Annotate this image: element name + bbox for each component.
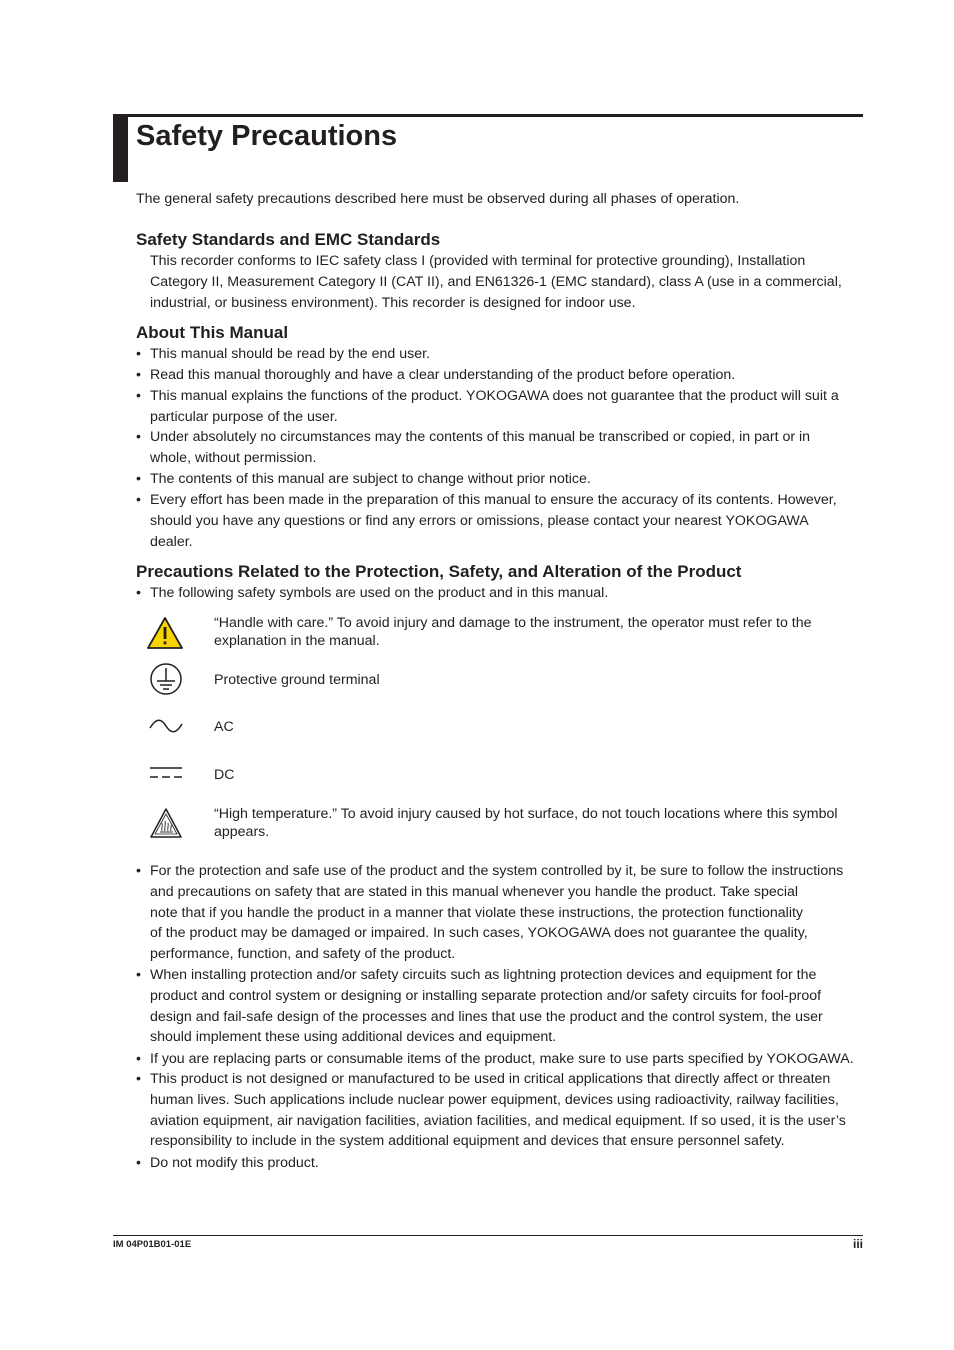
bullet-dot: • [136, 471, 141, 487]
bullet-line: dealer. [150, 533, 193, 550]
bullet-line: For the protection and safe use of the product and the system controlled by it, be sure to follow the instructions [150, 863, 844, 879]
bullet-line: note that if you handle the product in a manner that violate these instructions, the protection functionality [150, 904, 804, 921]
bullet-line: of the product may be damaged or impaired. In such cases, YOKOGAWA does not guarantee the quality, [150, 925, 808, 942]
standards-line: Category II, Measurement Category II (CAT II), and EN61326-1 (EMC standard), class A (use in a commercial, [150, 273, 842, 290]
page-number: iii [852, 1237, 863, 1251]
bullet-line: If you are replacing parts or consumable items of the product, make sure to use parts specified by YOKOGAWA. [150, 1051, 854, 1067]
bullet-line: design and fail-safe design of the processes and lines that use the product and the control system, the user [150, 1008, 823, 1025]
bullet-line: Read this manual thoroughly and have a clear understanding of the product before operation. [150, 367, 736, 383]
symbol-description: appears. [214, 824, 270, 840]
bullet-line: whole, without permission. [150, 449, 317, 466]
hot-surface-icon [149, 807, 183, 844]
bullet-dot: • [136, 346, 141, 362]
title-rule [113, 114, 863, 117]
standards-heading: Safety Standards and EMC Standards [136, 230, 441, 249]
precautions-heading: Precautions Related to the Protection, Safety, and Alteration of the Product [136, 562, 742, 581]
bullet-dot: • [136, 585, 141, 601]
bullet-line: aviation equipment, air navigation facilities, aviation facilities, and medical equipment. If so used, it is the user’s [150, 1112, 846, 1129]
bullet-line: should implement these using additional devices and equipment. [150, 1029, 557, 1046]
symbol-description: Protective ground terminal [214, 672, 380, 688]
protective-ground-icon [149, 662, 183, 701]
document-id: IM 04P01B01-01E [113, 1239, 192, 1250]
standards-line: industrial, or business environment). This recorder is designed for indoor use. [150, 294, 636, 311]
bullet-line: This manual should be read by the end user. [150, 346, 430, 362]
dc-icon [149, 765, 183, 786]
bullet-line: Every effort has been made in the preparation of this manual to ensure the accuracy of its contents. However, [150, 492, 837, 508]
bullet-dot: • [136, 1051, 141, 1067]
bullet-line: product and control system or designing or installing separate protection and/or safety circuits for fool-proof [150, 987, 822, 1004]
ac-icon [149, 716, 183, 741]
bullet-dot: • [136, 388, 141, 404]
bullet-dot: • [136, 429, 141, 445]
symbol-description: explanation in the manual. [214, 633, 380, 649]
symbol-description: DC [214, 767, 235, 783]
title-accent-bar [113, 114, 128, 182]
footer-rule [113, 1235, 863, 1236]
bullet-line: When installing protection and/or safety circuits such as lightning protection devices and equipment for the [150, 967, 817, 983]
page-title: Safety Precautions [136, 120, 398, 152]
intro-text: The general safety precautions described here must be observed during all phases of operation. [136, 191, 740, 207]
bullet-line: This product is not designed or manufactured to be used in critical applications that directly affect or threaten [150, 1071, 831, 1087]
bullet-dot: • [136, 492, 141, 508]
symbol-description: “Handle with care.” To avoid injury and damage to the instrument, the operator must refer to the [214, 615, 812, 631]
bullet-dot: • [136, 1071, 141, 1087]
bullet-dot: • [136, 367, 141, 383]
bullet-line: Under absolutely no circumstances may the contents of this manual be transcribed or copied, in part or in [150, 429, 811, 445]
symbol-description: AC [214, 719, 234, 735]
standards-line: This recorder conforms to IEC safety class I (provided with terminal for protective grounding), Installation [150, 253, 806, 269]
bullet-line: human lives. Such applications include nuclear power equipment, devices using radioactivity, railway facilities, [150, 1091, 839, 1108]
warning-triangle-icon [146, 616, 184, 655]
manual-heading: About This Manual [136, 323, 289, 342]
bullet-line: Do not modify this product. [150, 1155, 319, 1171]
standards-paragraph [150, 251, 842, 313]
bullet-dot: • [136, 967, 141, 983]
bullet-line: and precautions on safety that are stated in this manual whenever you handle the product. Take special [150, 883, 799, 900]
bullet-line: This manual explains the functions of the product. YOKOGAWA does not guarantee that the product will suit a [150, 388, 839, 404]
bullet-line: should you have any questions or find any errors or omissions, please contact your nearest YOKOGAWA [150, 512, 809, 529]
bullet-dot: • [136, 863, 141, 879]
bullet-dot: • [136, 1155, 141, 1171]
bullet-line: performance, function, and safety of the product. [150, 946, 456, 963]
symbol-description: “High temperature.” To avoid injury caused by hot surface, do not touch locations where this symbol [214, 806, 838, 822]
bullet-line: The contents of this manual are subject to change without prior notice. [150, 471, 591, 487]
bullet-line: particular purpose of the user. [150, 408, 338, 425]
bullet-line: The following safety symbols are used on the product and in this manual. [150, 585, 609, 601]
bullet-line: responsibility to include in the system additional equipment and devices that ensure personnel safety. [150, 1133, 785, 1150]
